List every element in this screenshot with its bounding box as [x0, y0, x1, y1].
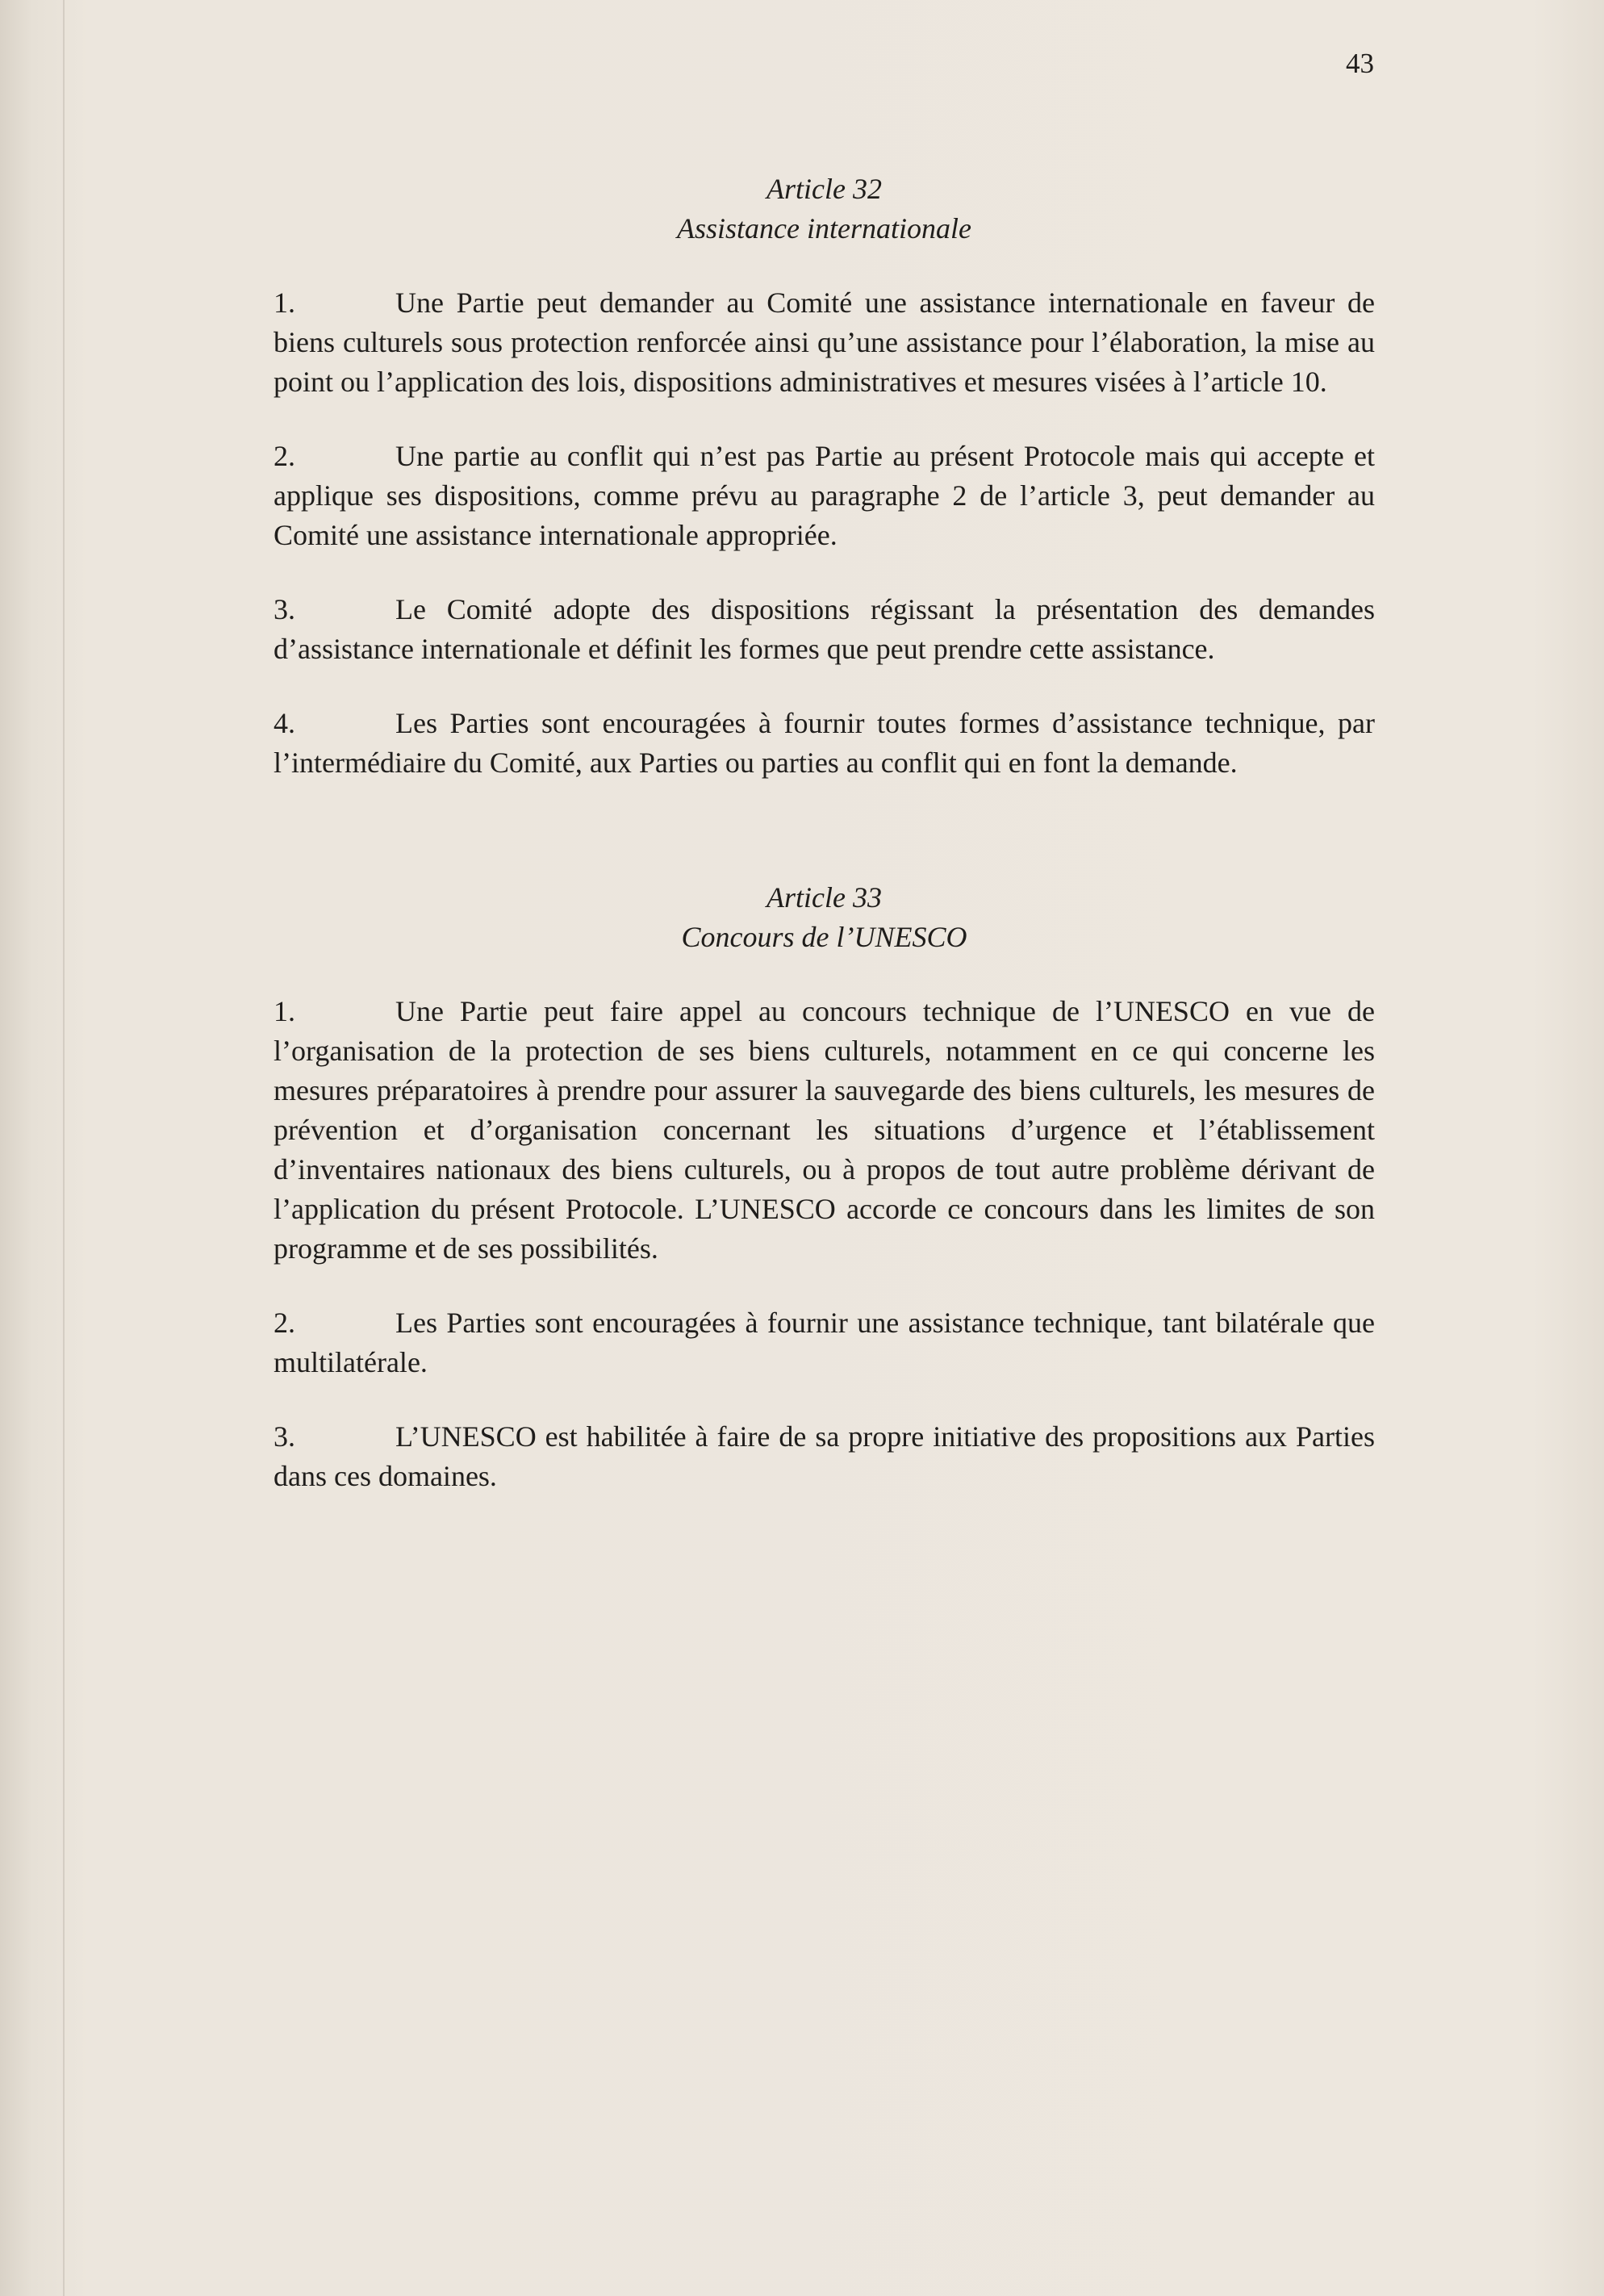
- article-33: [274, 878, 1375, 1496]
- paragraph: [274, 1303, 1375, 1382]
- paragraph-text: L’UNESCO est habilitée à faire de sa propre initiative des propositions aux Parties dans ces domaines.: [274, 1420, 1375, 1492]
- article-32: [274, 169, 1375, 783]
- article-subtitle: Concours de l’UNESCO: [681, 921, 967, 953]
- paragraph-number: 4.: [274, 707, 295, 739]
- article-title: Article 33: [766, 881, 882, 914]
- article-spacer: [274, 818, 1375, 878]
- paragraph-text: Le Comité adopte des dispositions régissant la présentation des demandes d’assistance internationale et définit les formes que peut prendre cette assistance.: [274, 593, 1375, 665]
- paragraph-number: 2.: [274, 440, 295, 472]
- paragraph-number: 3.: [274, 593, 295, 625]
- paragraph: [274, 992, 1375, 1269]
- article-title: Article 32: [766, 173, 882, 205]
- article-heading: [274, 878, 1375, 957]
- paragraph: [274, 704, 1375, 783]
- article-heading: [274, 169, 1375, 249]
- paragraph: [274, 590, 1375, 669]
- article-subtitle: Assistance internationale: [677, 212, 971, 245]
- binding-gutter: [63, 0, 65, 2296]
- document-body: [274, 169, 1375, 1531]
- paragraph-text: Les Parties sont encouragées à fournir une assistance technique, tant bilatérale que multilatérale.: [274, 1307, 1375, 1378]
- paragraph-number: 1.: [274, 286, 295, 319]
- paragraph: [274, 283, 1375, 402]
- paragraph-text: Les Parties sont encouragées à fournir toutes formes d’assistance technique, par l’intermédiaire du Comité, aux Parties ou parties au conflit qui en font la demande.: [274, 707, 1375, 779]
- paragraph-text: Une Partie peut faire appel au concours technique de l’UNESCO en vue de l’organisation de la protection de ses biens culturels, notamment en ce qui concerne les mesures préparatoires à prendre pour assurer la sauvegarde des biens culturels, les mesures de prévention et d’organisation concernant les situations d’urgence et l’établissement d’inventaires nationaux des biens culturels, ou à propos de tout autre problème dérivant de l’application du présent Protocole. L’UNESCO accorde ce concours dans les limites de son programme et de ses possibilités.: [274, 995, 1375, 1265]
- paragraph-number: 3.: [274, 1420, 295, 1453]
- paragraph: [274, 1417, 1375, 1496]
- paragraph-text: Une Partie peut demander au Comité une assistance internationale en faveur de biens culturels sous protection renforcée ainsi qu’une assistance pour l’élaboration, la mise au point ou l’application des lois, dispositions administratives et mesures visées à l’article 10.: [274, 286, 1375, 398]
- paragraph-text: Une partie au conflit qui n’est pas Partie au présent Protocole mais qui accepte et applique ses dispositions, comme prévu au paragraphe 2 de l’article 3, peut demander au Comité une assistance internationale appropriée.: [274, 440, 1375, 551]
- paragraph-number: 1.: [274, 995, 295, 1027]
- paragraph-number: 2.: [274, 1307, 295, 1339]
- page-number: 43: [1346, 48, 1374, 79]
- paragraph: [274, 437, 1375, 555]
